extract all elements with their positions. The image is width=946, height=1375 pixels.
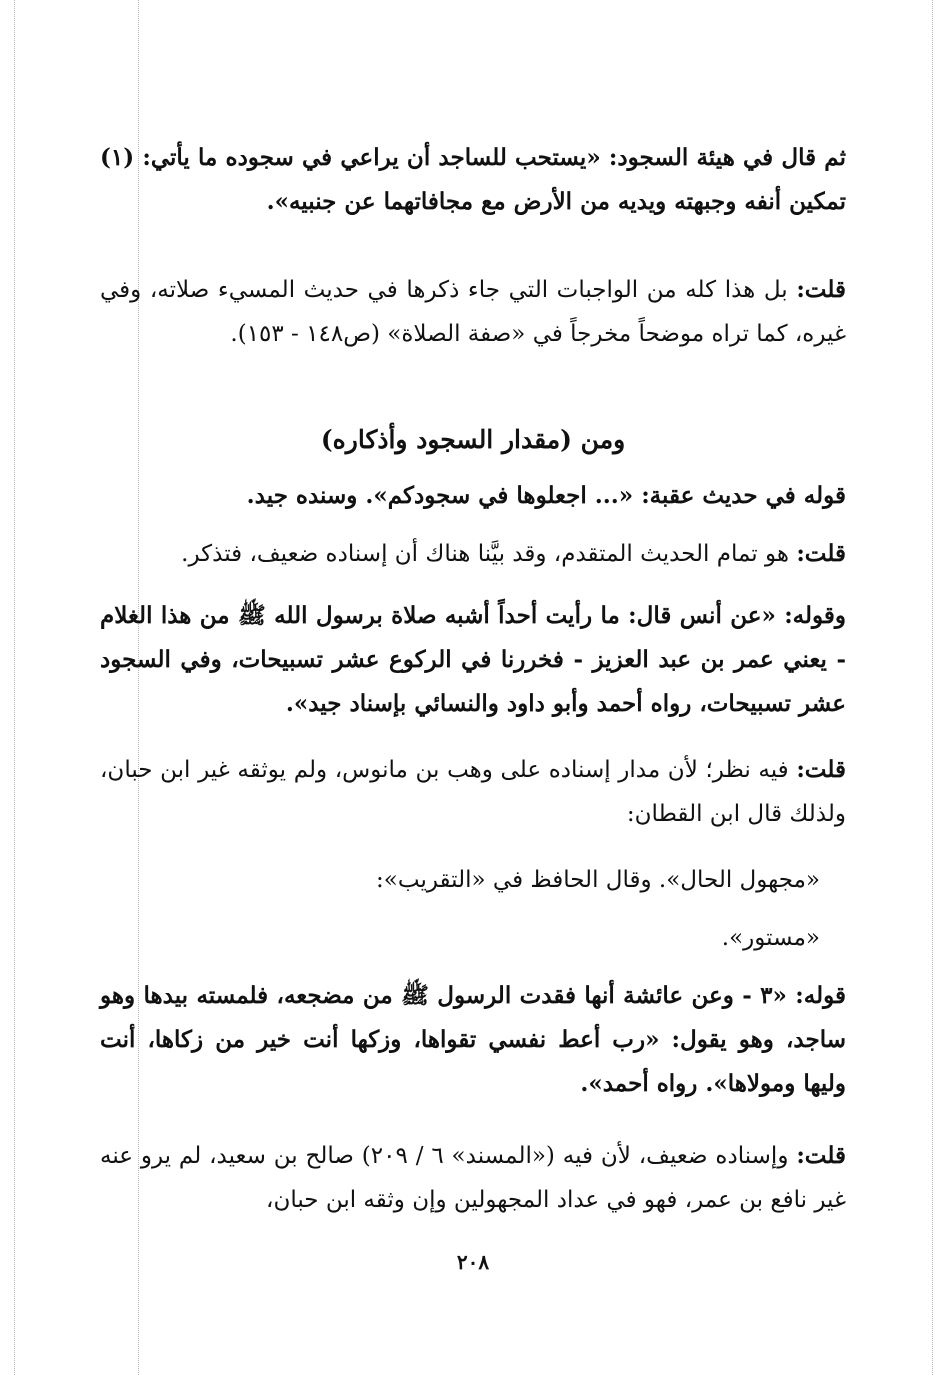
binding-dots-left: [14, 0, 15, 1375]
paragraph-5-label: وقوله:: [784, 602, 846, 629]
quote-line-1: «مجهول الحال». وقال الحافظ في «التقريب»:: [376, 867, 820, 893]
paragraph-1: [100, 136, 846, 224]
paragraph-3: [100, 474, 846, 518]
paragraph-6-label: قلت:: [796, 756, 846, 783]
paragraph-8-label: قلت:: [796, 1142, 846, 1169]
section-heading: ومن (مقدار السجود وأذكاره): [320, 425, 626, 454]
paragraph-2-label: قلت:: [796, 276, 846, 303]
page-number: ٢٠٨: [456, 1250, 490, 1274]
paragraph-6-text: فيه نظر؛ لأن مدار إسناده على وهب بن مانوس، ولم يوثقه غير ابن حبان، ولذلك قال ابن القطان:: [100, 757, 846, 827]
paragraph-2-text: بل هذا كله من الواجبات التي جاء ذكرها في حديث المسيء صلاته، وفي غيره، كما تراه موضحاً مخرجاً في «صفة الصلاة» (ص١٤٨ - ١٥٣).: [100, 277, 846, 347]
binding-dots-right: [932, 0, 933, 1375]
paragraph-4: [100, 532, 846, 576]
paragraph-4-label: قلت:: [796, 540, 846, 567]
paragraph-6: [100, 748, 846, 836]
paragraph-5-text: «عن أنس قال: ما رأيت أحداً أشبه صلاة برسول الله ﷺ من هذا الغلام - يعني عمر بن عبد العزيز - فخررنا في الركوع عشر تسبيحات، وفي السجود عشر تسبيحات، رواه أحمد وأبو داود والنسائي بإسناد جيد».: [100, 602, 846, 717]
paragraph-7-text: «٣ - وعن عائشة أنها فقدت الرسول ﷺ من مضجعه، فلمسته بيدها وهو ساجد، وهو يقول: «رب أعط نفسي تقواها، وزكها أنت خير من زكاها، أنت وليها ومولاها». رواه أحمد».: [100, 982, 846, 1097]
paragraph-4-text: هو تمام الحديث المتقدم، وقد بيَّنا هناك أن إسناده ضعيف، فتذكر.: [181, 541, 797, 567]
paragraph-1-label: ثم قال في هيئة السجود:: [608, 144, 846, 171]
paragraph-1-text: «يستحب للساجد أن يراعي في سجوده ما يأتي: (١) تمكين أنفه وجبهته ويديه من الأرض مع مجافاتهما عن جنبيه».: [100, 144, 846, 215]
paragraph-5: [100, 594, 846, 726]
paragraph-3-label: قوله في حديث عقبة:: [641, 482, 846, 509]
paragraph-8: [100, 1134, 846, 1222]
paragraph-3-text: «... اجعلوها في سجودكم». وسنده جيد.: [246, 482, 642, 509]
quote-line-2: «مستور».: [721, 925, 820, 951]
paragraph-8-text: وإسناده ضعيف، لأن فيه («المسند» ٦ / ٢٠٩) صالح بن سعيد، لم يرو عنه غير نافع بن عمر، فهو في عداد المجهولين وإن وثقه ابن حبان،: [100, 1143, 846, 1213]
paragraph-2: [100, 268, 846, 356]
paragraph-7: [100, 974, 846, 1106]
paragraph-7-label: قوله:: [795, 982, 846, 1009]
